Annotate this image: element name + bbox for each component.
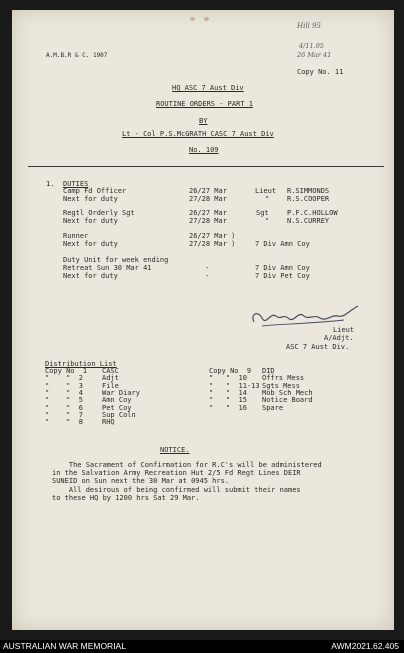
duty-date: -	[205, 264, 210, 272]
duty-date: 27/28 Mar	[189, 217, 227, 225]
copy-ref: " " 16	[209, 403, 247, 412]
copy-ref: " " 2	[45, 374, 83, 383]
duty-label: Regtl Orderly Sgt	[63, 209, 135, 217]
copy-ref: " " 8	[45, 418, 83, 427]
duty-label: Next for duty	[63, 217, 118, 225]
copy-ref: Copy No 1	[45, 367, 88, 375]
rust-mark	[190, 17, 195, 21]
duty-label: Retreat Sun 30 Mar 41	[63, 264, 152, 272]
notice-line: All desirous of being confirmed will submit their names	[52, 485, 301, 494]
duty-date: 27/28 Mar	[189, 195, 227, 203]
notice-line: to these HQ by 1200 hrs Sat 29 Mar.	[52, 493, 200, 502]
commander: Lt - Col P.S.McGRATH CASC 7 Aust Div	[122, 130, 274, 138]
notice-line: in the Salvation Army Recreation Hut 2/5 Fd Regt Lines DEIR	[52, 469, 301, 478]
duty-label: Next for duty	[63, 195, 118, 203]
duty-label: Next for duty	[63, 240, 118, 248]
orders-title: ROUTINE ORDERS - PART 1	[156, 100, 253, 108]
notice-line: SUNEID on Sun next the 30 Mar at 0945 hrs.	[52, 477, 230, 486]
duty-label: Next for duty	[63, 272, 118, 280]
duty-name: R.SIMMONDS	[287, 187, 330, 195]
duty-rank: Sgt	[256, 209, 269, 217]
copy-ref: " " 11-13	[209, 381, 260, 390]
form-ref: A.M.B.R & C. 1907	[46, 52, 108, 59]
copy-ref: " " 7	[45, 410, 83, 419]
duty-rank: Lieut	[255, 187, 277, 195]
recipient: Pet Coy	[102, 403, 132, 412]
duty-label: Camp Fd Officer	[63, 187, 127, 195]
copy-ref: " " 6	[45, 403, 83, 412]
recipient: Offrs Mess	[262, 374, 305, 383]
duty-date: 26/27 Mar	[189, 187, 227, 195]
signatory-title: A/Adjt.	[324, 334, 354, 342]
copy-ref: " " 15	[209, 396, 247, 405]
duty-name: 7 Div Pet Coy	[255, 272, 310, 280]
recipient: Sgts Mess	[262, 381, 300, 390]
recipient: Sup Coln	[102, 410, 136, 419]
handwritten-note: Hill 95	[297, 22, 321, 30]
copy-ref: " " 14	[209, 388, 247, 397]
duties-heading: DUTIES	[63, 180, 89, 188]
recipient: Adjt	[102, 374, 119, 383]
archive-footer	[0, 640, 404, 653]
copy-ref: " " 5	[45, 396, 83, 405]
archive-id: AWM2021.62.405	[331, 641, 399, 651]
recipient: RHQ	[102, 418, 115, 427]
copy-ref: " " 3	[45, 381, 83, 390]
recipient: CASC	[102, 367, 119, 375]
divider	[28, 166, 384, 167]
section-number: 1.	[46, 180, 55, 188]
recipient: Spare	[262, 403, 284, 412]
notice-heading: NOTICE.	[160, 446, 190, 454]
archive-name: AUSTRALIAN WAR MEMORIAL	[3, 641, 126, 651]
recipient: File	[102, 381, 119, 390]
duty-name: 7 Div Amn Coy	[255, 264, 310, 272]
duty-date: 26/27 Mar	[189, 209, 227, 217]
distribution-heading: Distribution List	[45, 360, 117, 368]
duty-date: 26/27 Mar )	[189, 232, 236, 240]
duty-name: R.S.COOPER	[287, 195, 330, 203]
recipient: War Diary	[102, 388, 140, 397]
duty-name: P.F.C.HOLLOW	[287, 209, 338, 217]
notice-line: The Sacrament of Confirmation for R.C's will be administered	[52, 461, 322, 469]
duty-name: 7 Div Amn Coy	[255, 240, 310, 248]
signatory-unit: ASC 7 Aust Div.	[286, 343, 350, 351]
recipient: Amn Coy	[102, 396, 132, 405]
duty-label: Runner	[63, 232, 89, 240]
duty-rank: "	[265, 217, 270, 225]
recipient: Mob Sch Mech	[262, 388, 313, 397]
rust-mark	[204, 17, 209, 21]
copy-ref: " " 4	[45, 388, 83, 397]
handwritten-date: 26 Mar 41	[297, 51, 332, 59]
duty-rank: "	[265, 195, 270, 203]
hq-title: HQ ASC 7 Aust Div	[172, 84, 244, 92]
copy-number: Copy No. 11	[297, 68, 344, 76]
copy-ref: Copy No 9	[209, 367, 252, 375]
handwritten-ref: 4/11.95	[299, 42, 324, 50]
order-number: No. 109	[189, 146, 219, 154]
recipient: Notice Board	[262, 396, 313, 405]
recipient: DID	[262, 367, 275, 375]
duty-date: -	[205, 272, 210, 280]
by-label: BY	[199, 117, 208, 125]
duty-date: 27/28 Mar )	[189, 240, 236, 248]
copy-ref: " " 10	[209, 374, 247, 383]
duty-name: N.S.CURREY	[287, 217, 330, 225]
signatory-rank: Lieut	[333, 326, 355, 334]
duty-label: Duty Unit for week ending	[63, 256, 169, 264]
